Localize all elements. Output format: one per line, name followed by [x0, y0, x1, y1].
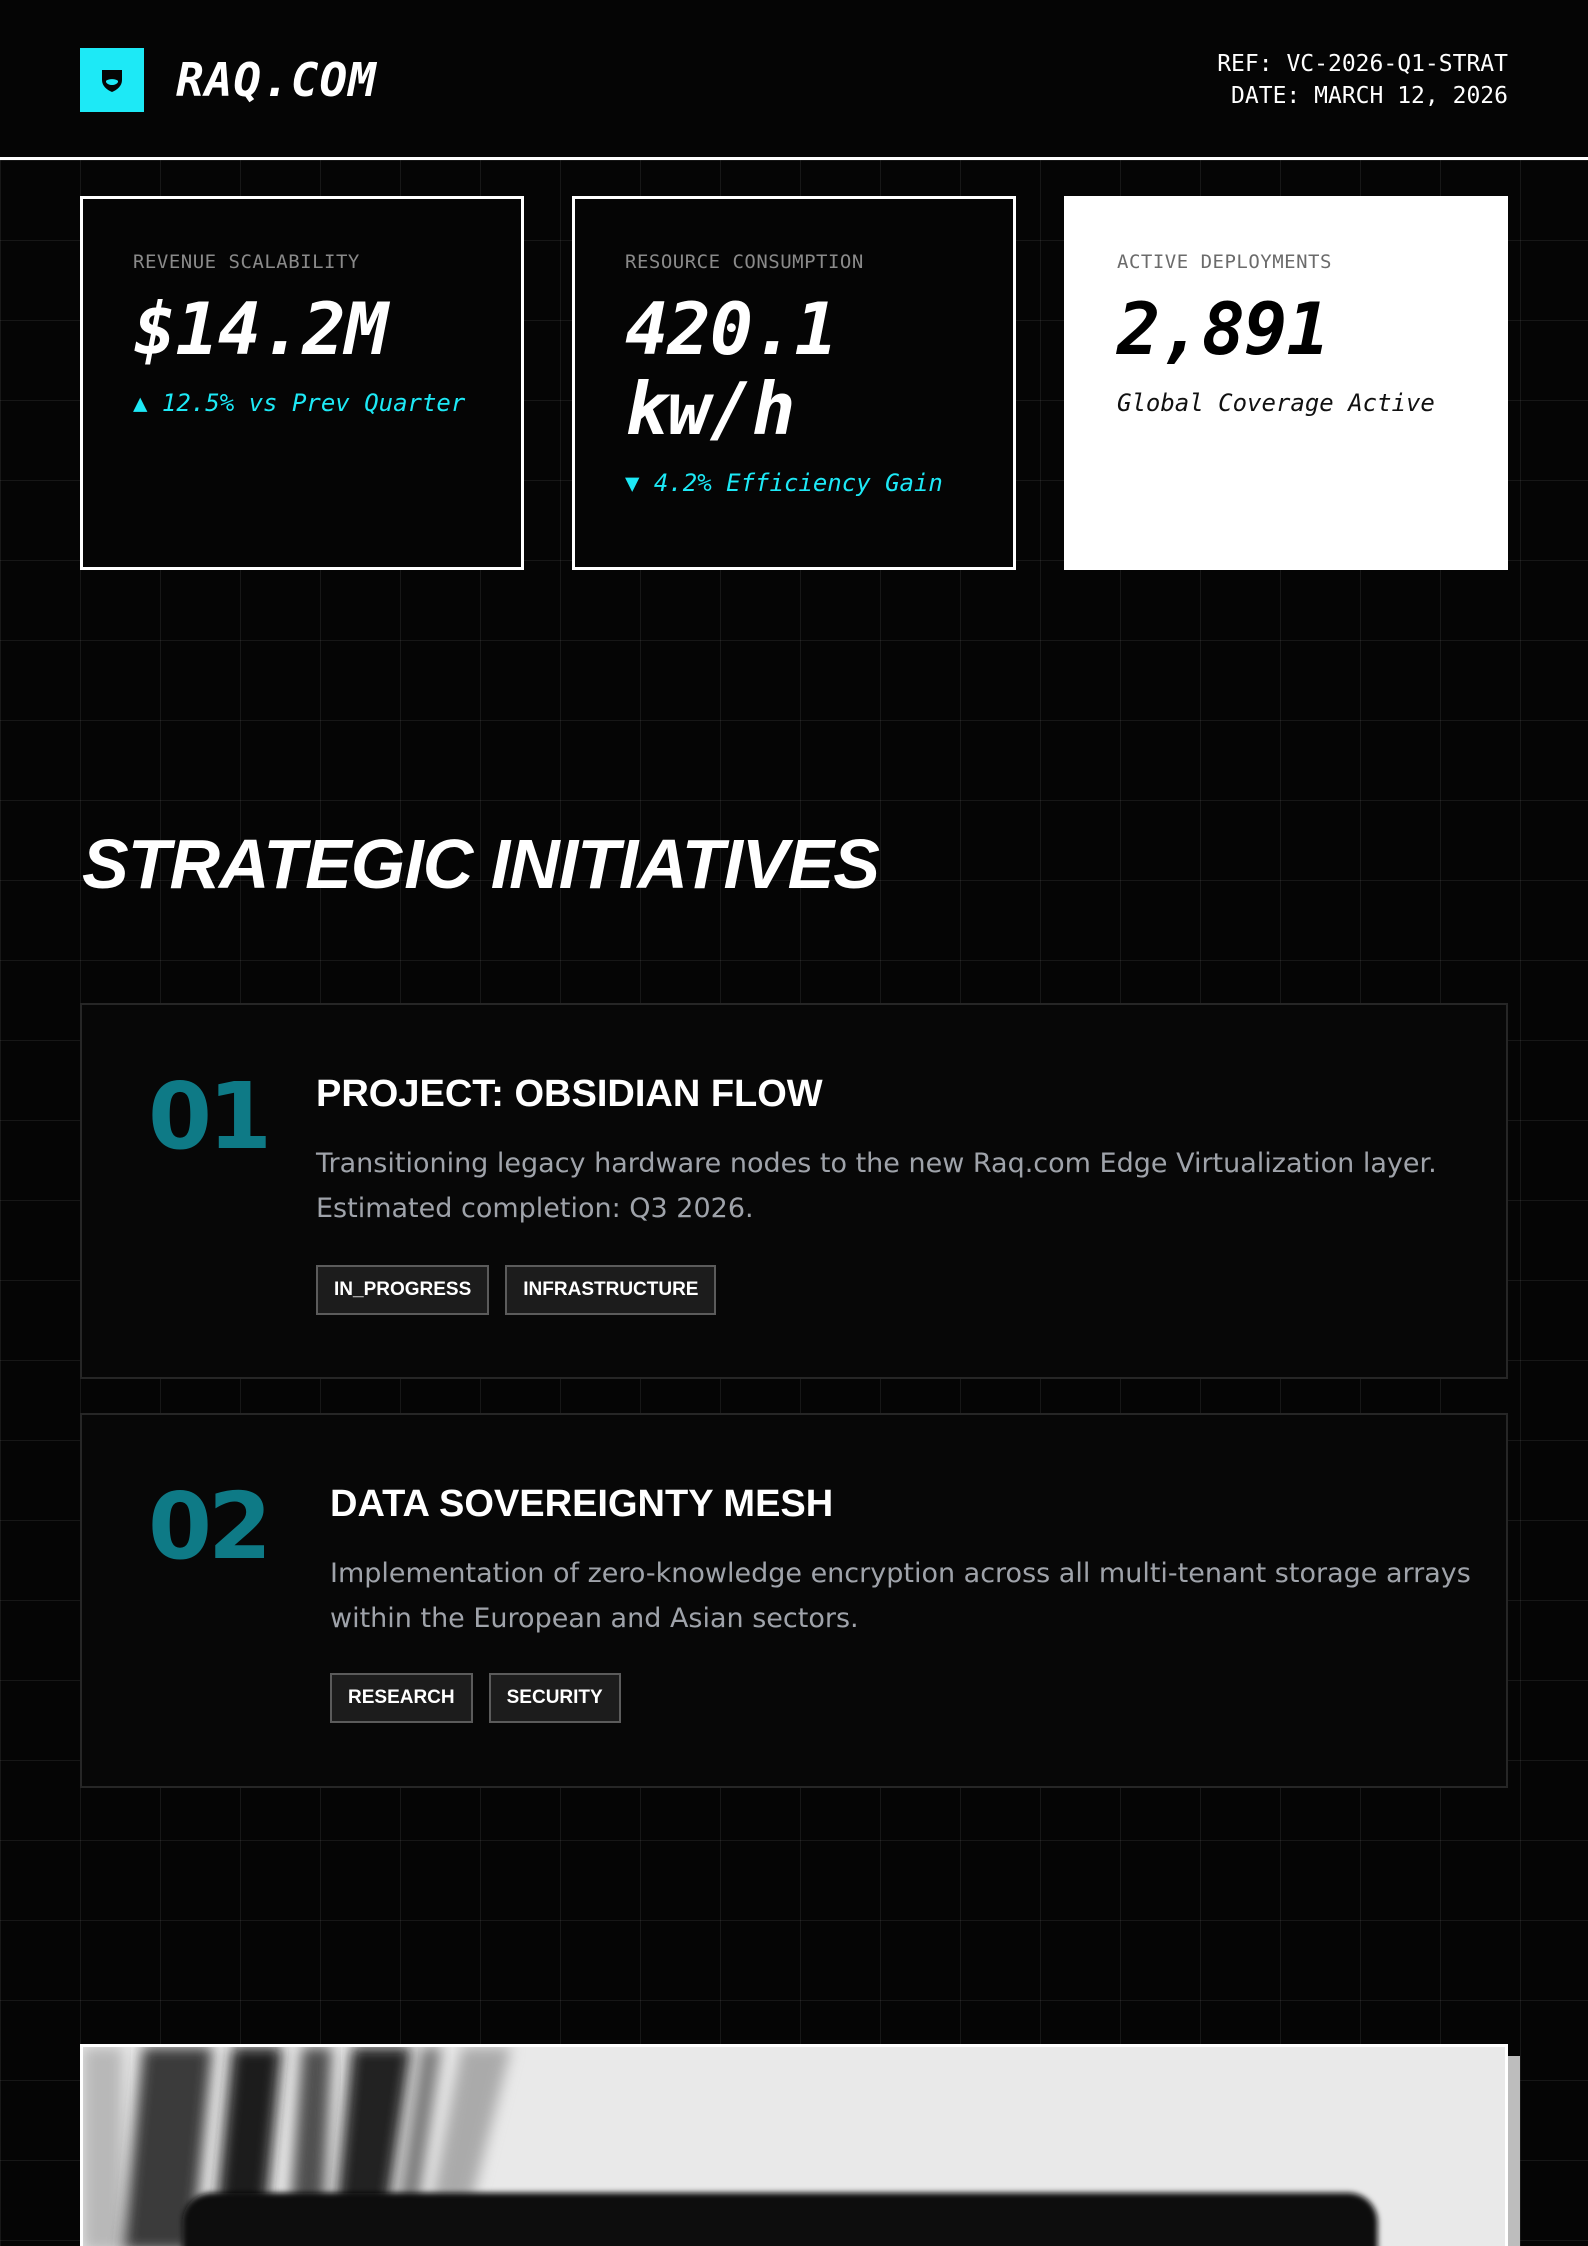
kpi-card-resource — [572, 196, 1016, 570]
kpi-label: RESOURCE CONSUMPTION — [625, 251, 864, 273]
top-header — [0, 0, 1588, 160]
hardware-photo — [83, 2047, 1505, 2246]
kpi-value: 420.1 kw/h — [625, 287, 837, 451]
initiative-card-data-sovereignty[interactable] — [80, 1413, 1508, 1788]
hero-image — [80, 2044, 1508, 2246]
kpi-value: 2,891 — [1117, 287, 1329, 371]
initiative-tags — [330, 1673, 621, 1723]
initiative-number: 01 — [148, 1063, 269, 1170]
initiative-card-obsidian-flow[interactable] — [80, 1003, 1508, 1379]
kpi-card-revenue — [80, 196, 524, 570]
shield-icon — [96, 64, 128, 96]
initiative-description: Transitioning legacy hardware nodes to the new Raq.com Edge Virtualization layer. Estimated completion: Q3 2026. — [316, 1148, 1437, 1224]
tag-in-progress[interactable]: IN_PROGRESS — [316, 1265, 489, 1315]
kpi-card-deployments — [1064, 196, 1508, 570]
kpi-trend: ▼ 4.2% Efficiency Gain — [625, 469, 943, 497]
initiative-number: 02 — [148, 1473, 269, 1580]
kpi-trend: ▲ 12.5% vs Prev Quarter — [133, 389, 466, 417]
initiative-tags — [316, 1265, 716, 1315]
reference-code: REF: VC-2026-Q1-STRAT — [1217, 51, 1508, 77]
tag-research[interactable]: RESEARCH — [330, 1673, 473, 1723]
tag-infrastructure[interactable]: INFRASTRUCTURE — [505, 1265, 716, 1315]
kpi-note: Global Coverage Active — [1117, 389, 1435, 417]
initiative-title: DATA SOVEREIGNTY MESH — [330, 1483, 834, 1525]
initiative-description: Implementation of zero-knowledge encryption across all multi-tenant storage arrays within the European and Asian sectors. — [330, 1558, 1471, 1634]
logo[interactable] — [80, 48, 144, 112]
kpi-label: REVENUE SCALABILITY — [133, 251, 360, 273]
document-date: DATE: MARCH 12, 2026 — [1231, 83, 1508, 109]
section-title: STRATEGIC INITIATIVES — [82, 825, 879, 903]
kpi-value: $14.2M — [133, 287, 388, 371]
document-meta — [1217, 48, 1508, 112]
brand-name[interactable]: RAQ.COM — [176, 53, 377, 107]
kpi-label: ACTIVE DEPLOYMENTS — [1117, 251, 1332, 273]
initiative-title: PROJECT: OBSIDIAN FLOW — [316, 1073, 823, 1115]
tag-security[interactable]: SECURITY — [489, 1673, 621, 1723]
